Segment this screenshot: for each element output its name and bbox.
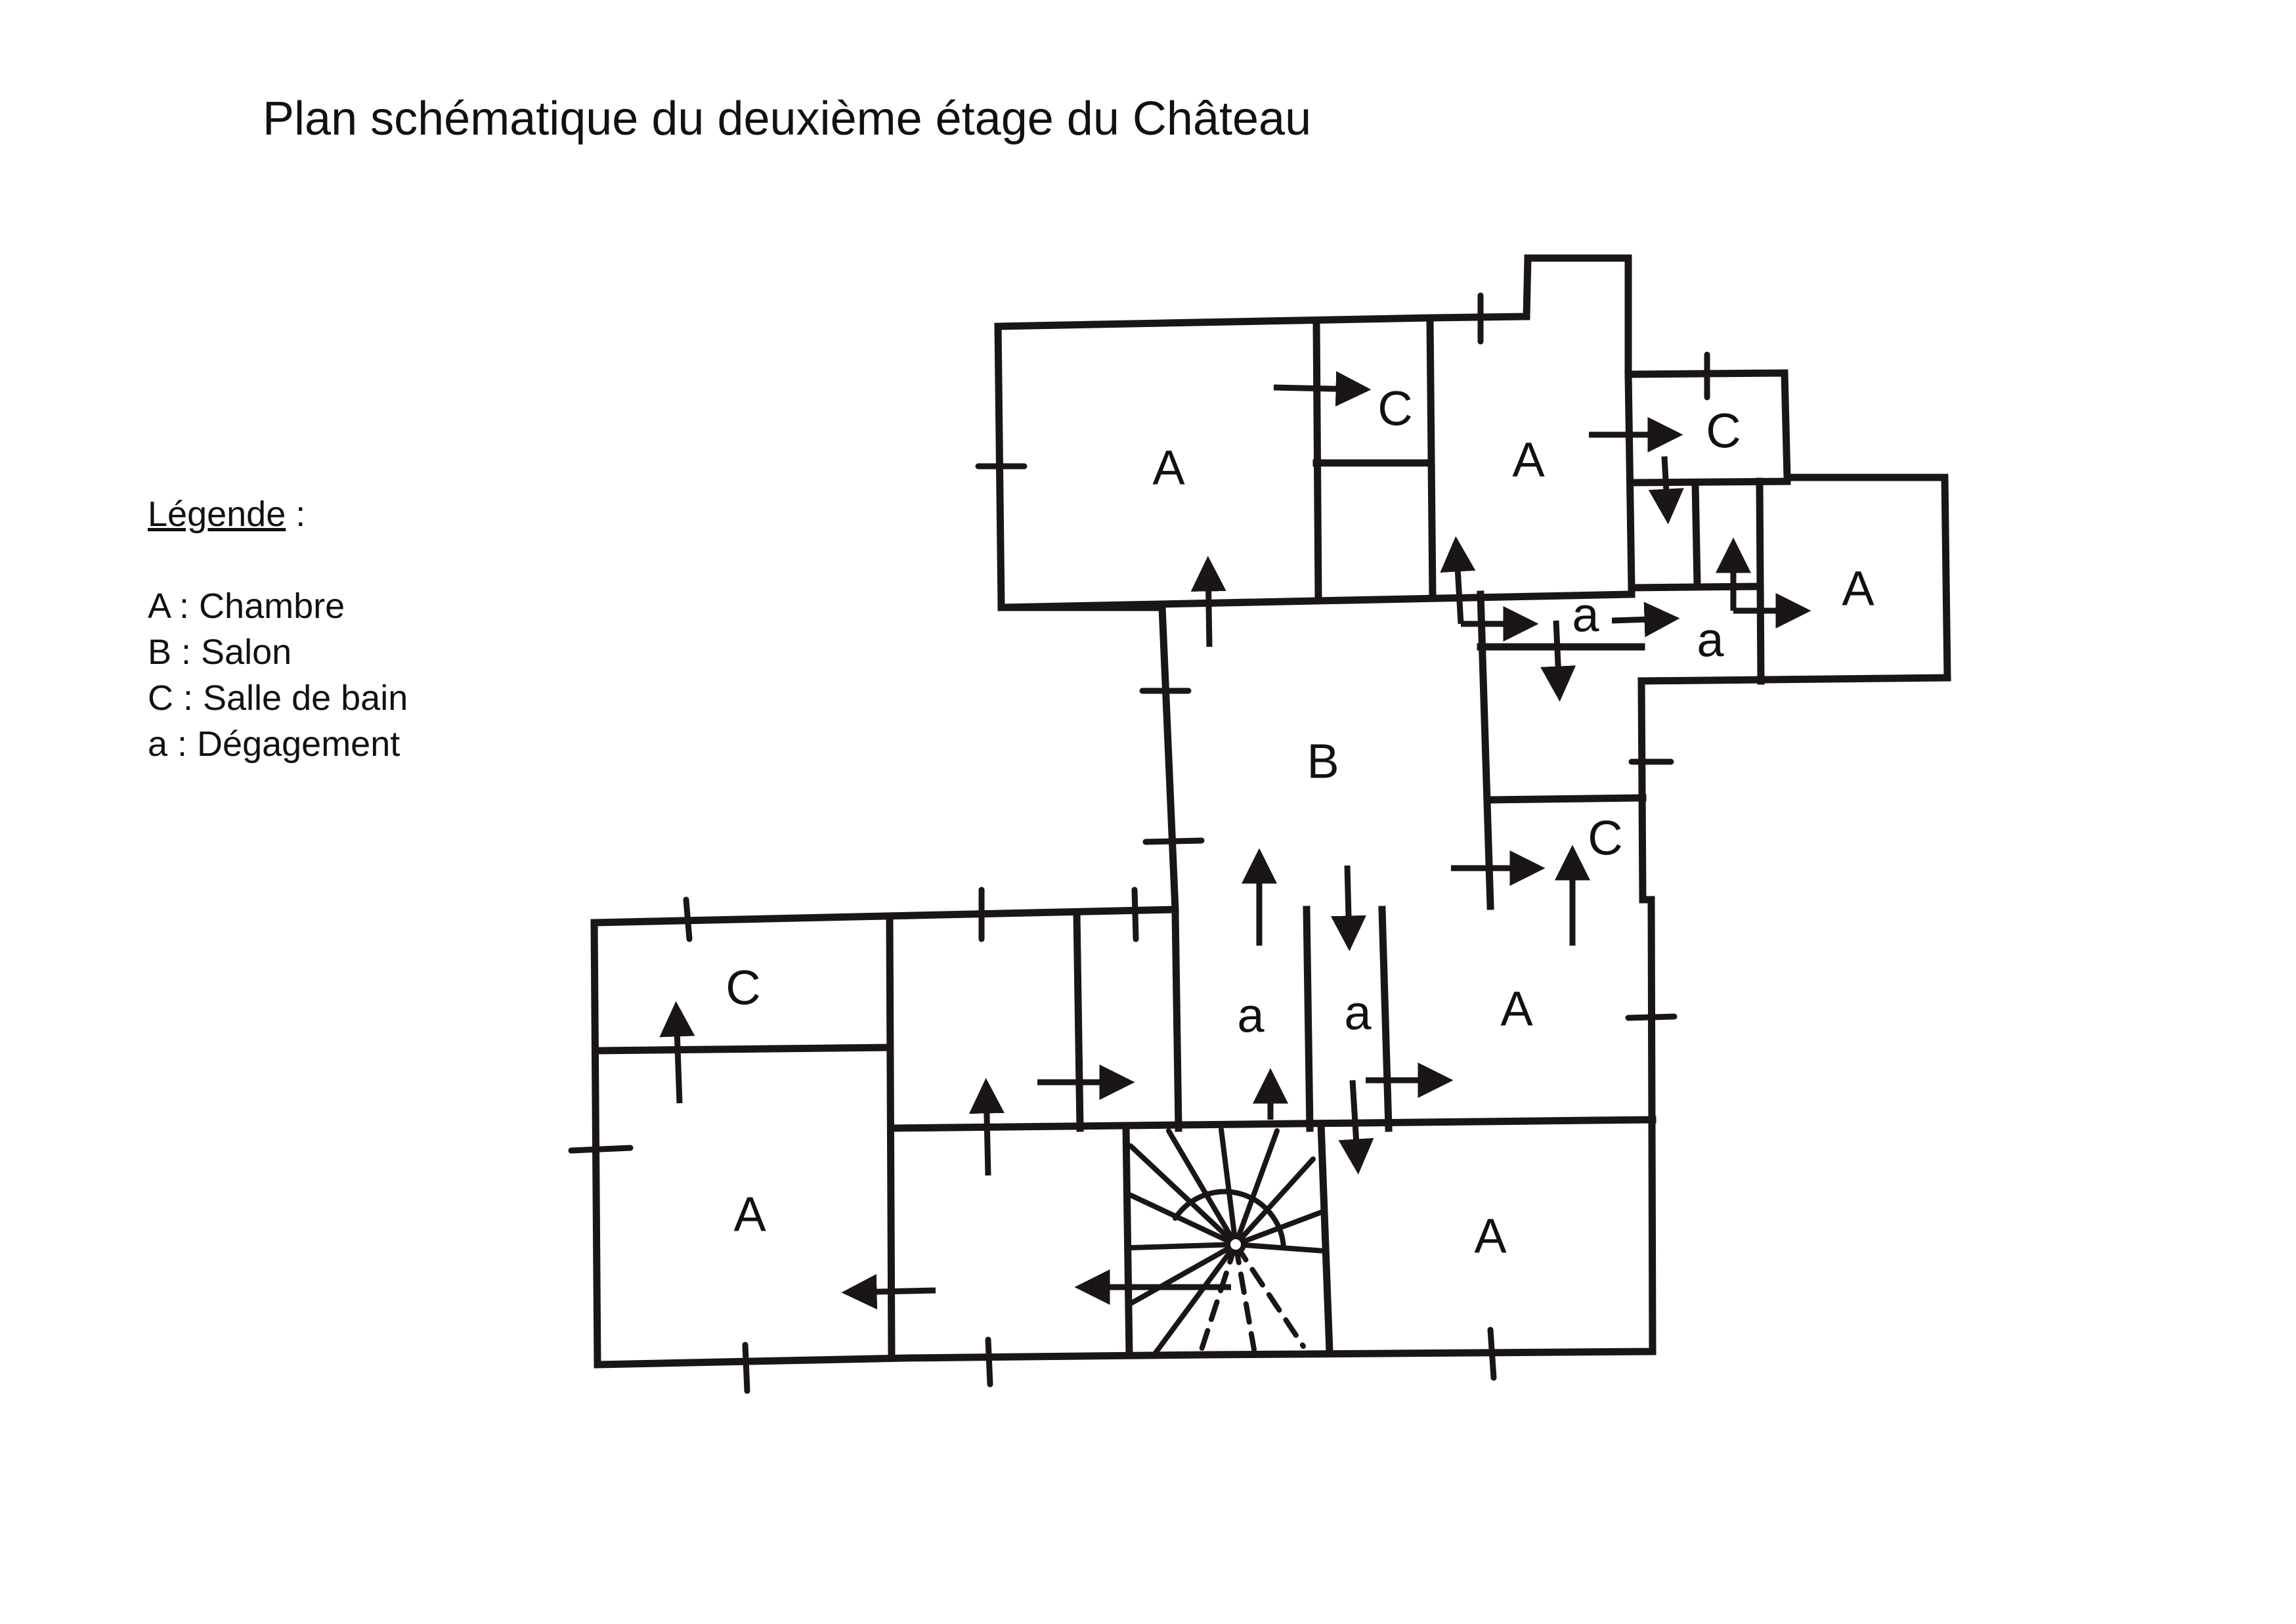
walls <box>594 258 1947 1365</box>
window-tick <box>571 1148 630 1151</box>
arrow <box>1353 1080 1358 1166</box>
stair-dashed <box>1236 1244 1303 1346</box>
room-label-a-corr-s2: a <box>1344 985 1372 1040</box>
plan-title: Plan schématique du deuxième étage du Château <box>263 93 1312 145</box>
arrow <box>1664 456 1668 516</box>
arrow <box>1347 866 1349 942</box>
legend-item-degagement: a : Dégagement <box>148 724 401 764</box>
arrow <box>1456 545 1461 624</box>
arrow <box>986 1087 988 1175</box>
legend-item-salon: B : Salon <box>148 632 292 672</box>
wall-s-v2 <box>1077 914 1080 1128</box>
arrow <box>850 1290 936 1292</box>
legend-item-chambre: A : Chambre <box>148 586 345 626</box>
stair-line <box>1156 1244 1236 1353</box>
window-tick <box>1628 1017 1674 1018</box>
room-label-c-sw: C <box>726 960 761 1015</box>
arrow <box>1556 621 1559 693</box>
wall-s-midline <box>892 1120 1653 1128</box>
wall-stair-right <box>1321 1124 1330 1351</box>
stair-line <box>1236 1244 1325 1251</box>
room-label-a-corr-ne2: a <box>1697 612 1724 667</box>
room-label-a-se1: A <box>1500 981 1533 1036</box>
wall-stair-left <box>1126 1128 1129 1355</box>
window-tick <box>745 1345 747 1391</box>
legend-heading-colon: : <box>286 494 306 534</box>
stair-line <box>1131 1244 1236 1304</box>
room-label-a-se2: A <box>1474 1208 1507 1263</box>
window-tick <box>1146 841 1202 842</box>
window-tick <box>686 900 689 939</box>
wall-ne-c-bottom <box>1632 481 1787 483</box>
stair-line <box>1131 1244 1236 1248</box>
room-label-c-ne: C <box>1706 403 1741 458</box>
arrow <box>676 1010 680 1103</box>
stair-line <box>1236 1131 1277 1244</box>
room-label-c-n1: C <box>1377 381 1413 436</box>
room-label-c-mid: C <box>1588 810 1623 866</box>
room-label-a-corr-ne1: a <box>1572 587 1599 642</box>
legend-item-salle-de-bain: C : Salle de bain <box>148 678 408 718</box>
wall-s-v5 <box>1382 910 1389 1128</box>
room-label-a-n: A <box>1512 432 1545 487</box>
legend-heading-text: Légende <box>148 494 286 534</box>
wall-nw-block <box>594 258 1947 1365</box>
wall-n-a-left <box>1430 320 1433 598</box>
stair-newel <box>1228 1237 1244 1252</box>
room-label-b-salon: B <box>1307 734 1339 789</box>
spiral-staircase <box>1131 1130 1325 1353</box>
wall-s-v4 <box>1307 910 1310 1128</box>
window-tick <box>988 1340 990 1384</box>
room-label-a-e: A <box>1842 561 1874 616</box>
wall-s-c-bottom <box>597 1047 890 1051</box>
room-label-a-sw: A <box>733 1187 766 1242</box>
wall-s-v3 <box>1175 913 1179 1128</box>
arrow <box>1274 387 1362 389</box>
wall-c-mid-top <box>1490 798 1643 800</box>
arrow <box>1208 565 1209 647</box>
wall-ne-c-split <box>1695 483 1697 584</box>
room-label-a-corr-s1: a <box>1237 988 1265 1043</box>
stair-line <box>1131 1146 1236 1244</box>
wall-ne-bottom <box>1632 586 1760 588</box>
window-tick <box>1135 890 1136 939</box>
wall-ne-a-left <box>1760 481 1761 681</box>
room-label-a-nw: A <box>1152 440 1185 495</box>
arrow <box>1612 619 1671 621</box>
window-tick <box>1490 1330 1494 1378</box>
wall-salon-east <box>1481 594 1490 906</box>
